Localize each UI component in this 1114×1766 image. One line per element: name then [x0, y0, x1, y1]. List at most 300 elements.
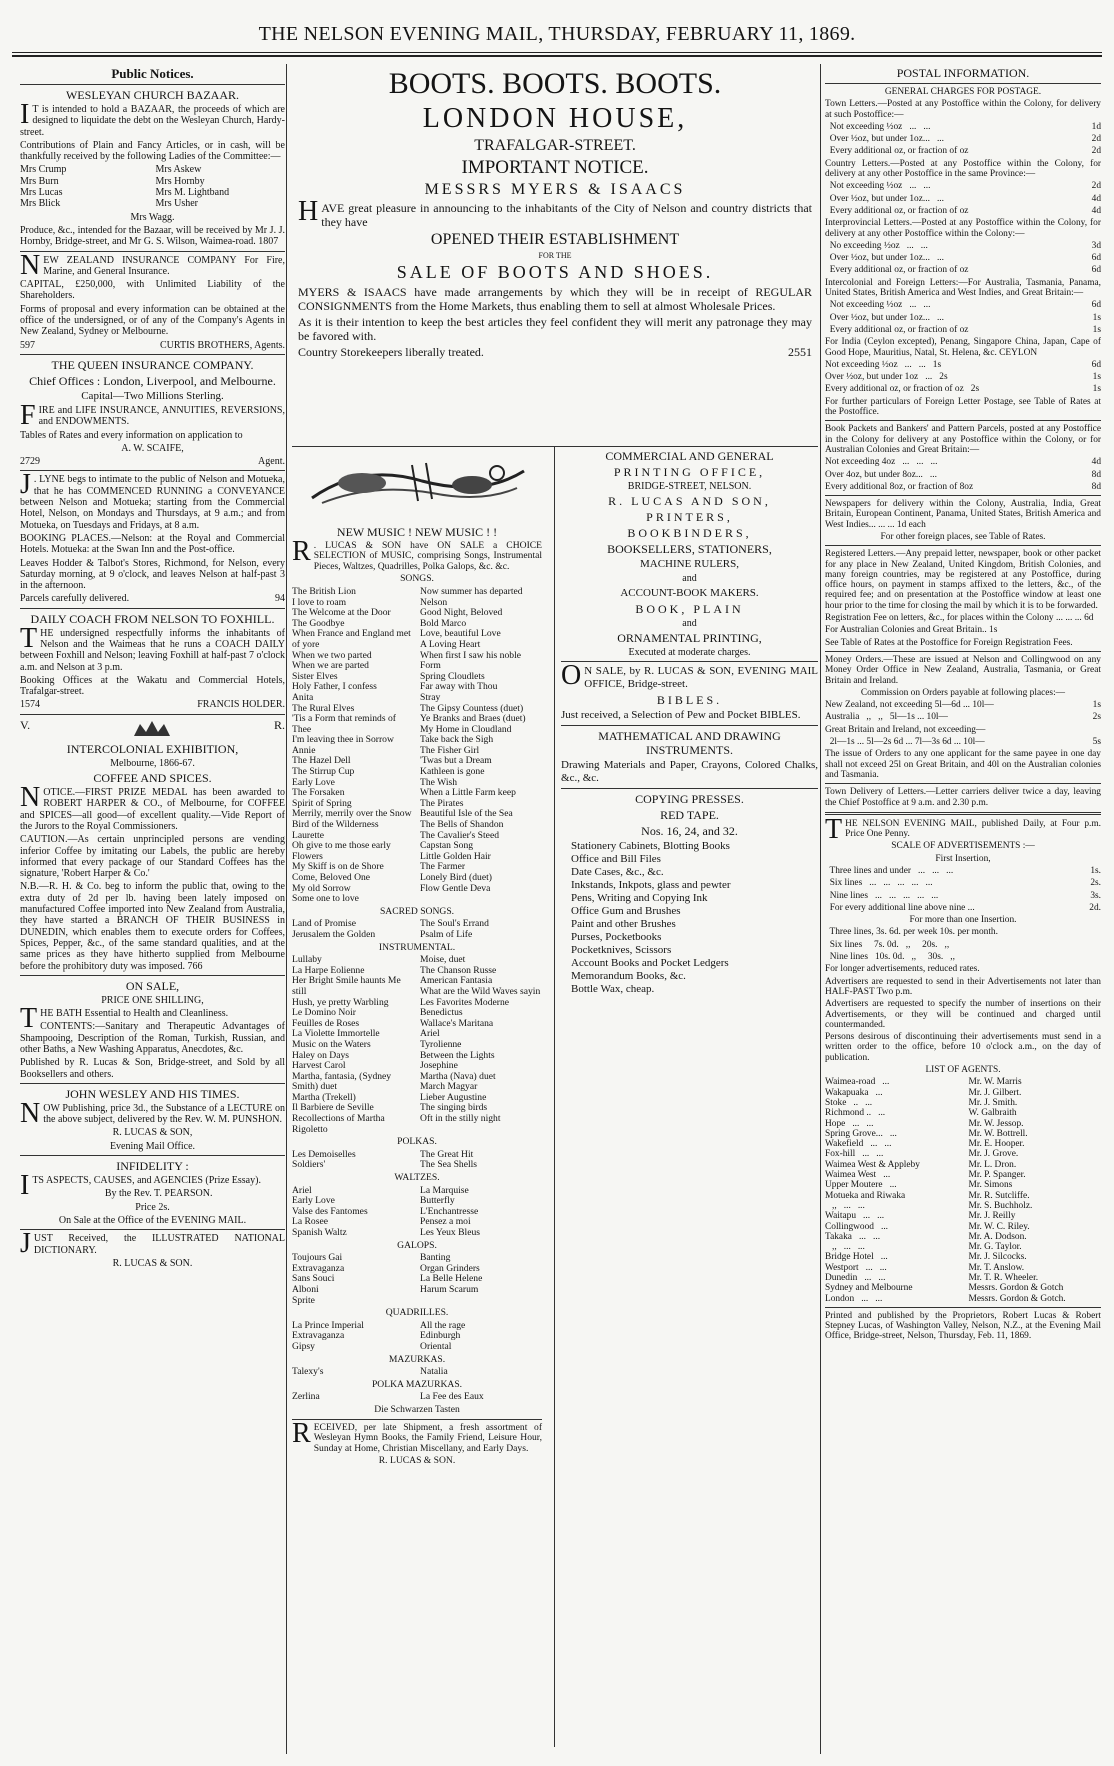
list-item: Inkstands, Inkpots, glass and pewter — [571, 879, 731, 892]
agent-name: Mr. A. Dodson. — [968, 1231, 1027, 1242]
paragraph — [20, 249, 285, 281]
agent-place: Bridge Hotel ... — [825, 1252, 888, 1263]
two-column-list — [292, 955, 542, 1135]
centered-line: ACCOUNT-BOOK MAKERS. — [620, 586, 759, 599]
left-right-line — [825, 927, 1101, 937]
centered-line: QUADRILLES. — [385, 1307, 449, 1319]
list-item: The Forsaken — [292, 787, 345, 799]
section-rule — [20, 975, 285, 976]
paragraph — [825, 424, 1101, 455]
drop-capital: T — [825, 813, 843, 845]
left-right-line — [825, 313, 1101, 323]
list-item: La Marquise — [420, 1184, 469, 1196]
line-right: 1s — [1092, 312, 1101, 323]
paragraph-text: CAPITAL, £250,000, with Unlimited Liability of the Shareholders. — [20, 279, 285, 302]
list-item: Office and Bill Files — [571, 853, 661, 866]
left-right-line — [825, 122, 1101, 132]
two-column-list — [292, 1186, 542, 1239]
centered-line: OPENED THEIR ESTABLISHMENT — [430, 231, 680, 248]
list-item: Organ Grinders — [420, 1262, 480, 1274]
list-item: Mrs Blick — [20, 198, 61, 210]
paragraph — [825, 625, 1101, 635]
agent-name: Messrs. Gordon & Gotch. — [968, 1293, 1066, 1304]
paragraph-text: HE NELSON EVENING MAIL, published Daily, at Four p.m. Price One Penny. — [845, 818, 1101, 840]
line-left: Three lines and under ... ... ... — [825, 866, 954, 876]
paragraph — [20, 140, 285, 163]
section-rule — [20, 1155, 285, 1156]
paragraph-text: OTICE.—FIRST PRIZE MEDAL has been awarded to ROBERT HARPER & CO., of Melbourne, for COFFEE and SPICES—all good—of excellent quality.—Vide Report of the Jurors to the Royal Commissioners. — [20, 787, 285, 832]
double-rule — [825, 812, 1101, 815]
centered-line: FOR THE — [538, 251, 572, 260]
list-item: Pensez a moi — [420, 1216, 471, 1228]
list-item: Harvest Carol — [292, 1060, 346, 1072]
list-item: Ariel — [292, 1184, 312, 1196]
centered-line: IMPORTANT NOTICE. — [461, 157, 649, 178]
agent-name: Mr. J. Grove. — [968, 1149, 1019, 1160]
paragraph-text: As it is their intention to keep the best articles they feel confident they will merit any patronage they may be favored with. — [298, 315, 812, 343]
paragraph — [20, 469, 285, 531]
list-item: Lonely Bird (duet) — [420, 872, 492, 883]
centered-line: Melbourne, 1866-67. — [110, 757, 195, 769]
list-item: Soldiers' — [292, 1159, 326, 1171]
left-right-line — [825, 253, 1101, 263]
list-item: Pens, Writing and Copying Ink — [571, 892, 708, 905]
paragraph — [292, 535, 543, 573]
drop-capital: T — [20, 1003, 38, 1035]
agent-name: W. Galbraith — [968, 1108, 1017, 1119]
line-right: 4d — [1091, 193, 1101, 204]
centered-line: JOHN WESLEY AND HIS TIMES. — [65, 1086, 240, 1101]
paragraph — [20, 834, 285, 879]
list-item: The Sea Shells — [420, 1159, 478, 1171]
paragraph — [825, 499, 1101, 530]
agent-place: Waimea West & Appleby — [825, 1159, 920, 1170]
centered-line: Evening Mail Office. — [109, 1140, 196, 1152]
paragraph-text: MYERS & ISAACS have made arrangements by which they will be in receipt of REGULAR CONSIGNMENTS from the Home Markets, thus enabling them to sell at almost Wholesale Prices. — [298, 285, 812, 313]
list-item: Take back the Sigh — [420, 734, 494, 746]
list-item: The British Lion — [292, 585, 356, 597]
centered-line: WESLEYAN CHURCH BAZAAR. — [65, 88, 239, 102]
paragraph — [561, 660, 818, 692]
line-right: R. — [273, 717, 285, 732]
paragraph — [20, 881, 285, 971]
paragraph — [825, 549, 1101, 611]
paragraph-text: For further particulars of Foreign Letter Postage, see Table of Rates at the Postoffice. — [825, 396, 1101, 418]
paragraph — [298, 315, 812, 343]
list-right — [420, 955, 542, 1135]
section-rule — [825, 420, 1101, 421]
masthead-rule — [12, 52, 1102, 53]
agent-name: Mr. W. Bottrell. — [968, 1128, 1028, 1139]
list-item: The Goodbye — [292, 617, 345, 629]
centered-line: COFFEE AND SPICES. — [93, 771, 212, 786]
paragraph — [561, 709, 818, 722]
centered-line: COPYING PRESSES. — [635, 792, 744, 807]
list-left — [292, 1150, 414, 1171]
list-item: Mrs Burn — [20, 175, 59, 187]
list-item: Beautiful Isle of the Sea — [420, 808, 513, 820]
list-item: Sister Elves — [292, 670, 338, 682]
column-postal — [825, 64, 1101, 1754]
list-item: Hush, ye pretty Warbling — [292, 996, 389, 1008]
list-item: Oh give to me those early Flowers — [292, 840, 391, 862]
centered-line: A. W. SCAIFE, — [121, 442, 184, 454]
list-item: Oriental — [420, 1340, 452, 1352]
centered-line: MAZURKAS. — [388, 1353, 446, 1365]
line-right: 4d — [1091, 457, 1101, 468]
centered-line: BOOTS. BOOTS. BOOTS. — [388, 67, 722, 100]
centered-line: GALOPS. — [397, 1239, 437, 1251]
line-left: Over ½oz, but under 1oz ... 2s — [825, 372, 948, 383]
line-right: 6d — [1091, 300, 1101, 311]
paragraph-text: N SALE, by R. LUCAS & SON, EVENING MAIL OFFICE, Bridge-street. — [584, 665, 818, 691]
paragraph-text: Forms of proposal and every information can be obtained at the office of the undersigned, or of any of the Company's Agents in New Zealand, Sydney or Melbourne. — [20, 303, 285, 338]
list-item: The Great Hit — [420, 1148, 474, 1160]
two-column-list — [292, 1253, 542, 1306]
paragraph-text: Intercolonial and Foreign Letters:—For Australia, Tasmania, Panama, United States, British America and West Indies, and Great Britain:— — [825, 277, 1101, 299]
centered-line: MATHEMATICAL AND DRAWING INSTRUMENTS. — [598, 729, 781, 758]
paragraph-text: HE BATH Essential to Health and Cleanliness. — [40, 1008, 229, 1020]
centered-line: Chief Offices : London, Liverpool, and Melbourne. — [29, 373, 276, 388]
list-item: Feuilles de Roses — [292, 1017, 360, 1029]
line-right: 2d — [1091, 146, 1101, 157]
centered-line: POLKA MAZURKAS. — [371, 1378, 463, 1390]
centered-line: BOOKBINDERS, — [627, 526, 752, 541]
centered-line: For more than one Insertion. — [909, 915, 1017, 926]
line-right: 2d. — [1089, 902, 1101, 913]
list-item: Jerusalem the Golden — [292, 928, 376, 940]
list-item: Moise, duet — [420, 954, 466, 966]
section-rule — [20, 1229, 285, 1230]
list-item: I love to roam — [292, 596, 347, 608]
left-right-line — [825, 891, 1101, 901]
paragraph — [825, 725, 1101, 735]
list-item: The Pirates — [420, 797, 464, 809]
line-right: 6d — [1091, 265, 1101, 276]
list-item: Toujours Gai — [292, 1252, 343, 1264]
two-column-list — [292, 1150, 542, 1171]
centered-line: POSTAL INFORMATION. — [896, 66, 1030, 80]
left-right-line — [825, 878, 1101, 888]
paragraph-text: T is intended to hold a BAZAAR, the proceeds of which are designed to liquidate the debt on the Wesleyan Church, Hardy-street. — [20, 104, 285, 138]
agent-place: Wakefield ... ... — [825, 1139, 892, 1150]
centered-line: RED TAPE. — [660, 808, 719, 823]
list-item: Martha, fantasia, (Sydney Smith) duet — [292, 1070, 392, 1093]
left-right-line — [825, 181, 1101, 191]
list-item: Rigoletto — [292, 1123, 328, 1135]
list-left — [292, 1392, 414, 1403]
list-item: Now summer has departed — [420, 585, 523, 597]
section-rule — [20, 354, 285, 355]
list-item: Josephine — [420, 1060, 458, 1072]
list-item: Come, Beloved One — [292, 872, 371, 883]
agent-name: Mr. T. R. Wheeler. — [968, 1272, 1039, 1283]
two-column-list — [292, 1321, 542, 1353]
paragraph — [20, 225, 285, 248]
drop-capital: I — [20, 1170, 30, 1202]
paragraph — [292, 1417, 543, 1455]
paragraph-text: Persons desirous of discontinuing their advertisements must send in a written order to the office, before 10 o'clock a.m., on the day of publication. — [825, 1032, 1101, 1063]
section-rule — [20, 251, 285, 252]
drop-capital: N — [20, 782, 41, 814]
list-item: Between the Lights — [420, 1049, 495, 1061]
line-left: Parcels carefully delivered. — [20, 593, 130, 605]
centered-line: PRICE ONE SHILLING, — [101, 994, 204, 1006]
list-item: Early Love — [292, 776, 335, 788]
two-column-list — [292, 1367, 542, 1378]
list-item: Ariel — [420, 1028, 440, 1040]
paragraph — [20, 1003, 285, 1035]
list-item: Love, beautiful Love — [420, 628, 501, 640]
list-item: Les Demoiselles — [292, 1148, 356, 1160]
list-item: Extravaganza — [292, 1262, 345, 1274]
paragraph-text: Published by R. Lucas & Son, Bridge-street, and Sold by all Booksellers and others. — [20, 1057, 285, 1080]
line-left: Every additional 8oz, or fraction of 8oz — [825, 481, 974, 492]
list-item: Flow Gentle Deva — [420, 882, 491, 894]
centered-line: LONDON HOUSE, — [422, 103, 688, 134]
paragraph-text: Produce, &c., intended for the Bazaar, will be received by Mr J. J. Hornby, Bridge-street, and Mr G. S. Wilson, Waimea-road. 1807 — [20, 224, 285, 248]
agent-name: Mr. S. Buchholz. — [968, 1200, 1033, 1211]
paragraph — [20, 399, 285, 431]
line-left: Over ½oz, but under 1oz... ... — [825, 134, 944, 145]
two-column-list — [292, 587, 542, 905]
line-left: Nine lines 10s. 0d. ,, 30s. ,, — [825, 952, 955, 963]
list-item: Music on the Waters — [292, 1038, 371, 1050]
paragraph-text: Town Delivery of Letters.—Letter carriers deliver twice a day, leaving the Chief Postoffice at 9 a.m. and 2.30 p.m. — [825, 787, 1101, 808]
list-right — [420, 1392, 542, 1403]
line-right: 2s — [1092, 712, 1101, 723]
agent-name: Mr. W. C. Riley. — [968, 1221, 1030, 1232]
centered-line: SALE OF BOOTS AND SHOES. — [396, 262, 714, 282]
centered-line: LIST OF AGENTS. — [925, 1065, 1001, 1076]
list-item: Date Cases, &c., &c. — [571, 866, 664, 879]
paragraph — [825, 218, 1101, 239]
list-item: All the rage — [420, 1319, 466, 1331]
drop-capital: T — [20, 622, 38, 654]
drop-capital: N — [20, 249, 41, 281]
list-left — [292, 1253, 414, 1306]
line-right: 6d — [1091, 359, 1101, 370]
list-item: Wallace's Maritana — [420, 1017, 494, 1029]
paragraph — [825, 159, 1101, 180]
section-rule — [561, 788, 818, 789]
list-item: Holy Father, I confess — [292, 681, 377, 693]
paragraph-text: BOOKING PLACES.—Nelson: at the Royal and Commercial Hotels. Motueka: at the Swan Inn and the Post-office. — [20, 532, 285, 556]
line-left: Country Storekeepers liberally treated. — [298, 345, 484, 359]
paragraph — [20, 430, 285, 441]
list-item: My Home in Cloudland — [420, 723, 512, 735]
agent-name: Mr. J. Silcocks. — [968, 1252, 1027, 1263]
line-left: Three lines, 3s. 6d. per week 10s. per month. — [825, 927, 998, 938]
line-right: 5s — [1092, 737, 1101, 748]
line-right: 2s. — [1090, 878, 1101, 889]
drop-capital: R — [292, 1417, 311, 1449]
list-item: Mrs Askew — [155, 164, 202, 176]
centered-line: ORNAMENTAL PRINTING, — [617, 630, 762, 645]
left-right-line — [825, 134, 1101, 144]
paragraph — [20, 1021, 285, 1055]
centered-line: BOOKSELLERS, STATIONERS, — [607, 542, 772, 557]
list-item: When France and England met of yore — [292, 628, 411, 650]
list-right — [156, 164, 286, 209]
list-item: Il Barbiere de Seville — [292, 1102, 374, 1114]
line-right: 3d — [1091, 240, 1101, 251]
paragraph-text: Contributions of Plain and Fancy Articles, or in cash, will be thankfully received by the following Ladies of the Committee:— — [20, 139, 285, 163]
centered-line: SCALE OF ADVERTISEMENTS :— — [891, 841, 1035, 852]
royal-crest-icon — [130, 718, 174, 740]
agent-place: Waimea-road ... — [825, 1077, 890, 1088]
line-right: 2551 — [788, 345, 812, 359]
list-item: Le Domino Noir — [292, 1007, 356, 1019]
list-item: Mrs M. Lightband — [155, 187, 230, 199]
paragraph-text: Town Letters.—Posted at any Postoffice within the Colony, for delivery at such Postoffice:— — [825, 99, 1101, 120]
list-item: Far away with Thou — [420, 681, 498, 693]
list-item: The Farmer — [420, 861, 466, 873]
paragraph-text: Leaves Hodder & Talbot's Stores, Richmond, for Nelson, every Saturday morning, at 9 o'clock, and leaves Nelson at half-past 3 in the afternoon. — [20, 557, 285, 592]
paragraph-text: IRE and LIFE INSURANCE, ANNUITIES, REVERSIONS, and ENDOWMENTS. — [38, 404, 285, 428]
paragraph — [825, 787, 1101, 808]
line-left: Over 4oz, but under 8oz... ... — [825, 469, 937, 480]
line-right: 1s — [1092, 324, 1101, 335]
paragraph-text: Advertisers are requested to send in their Advertisements not later than HALF-PAST Two p.m. — [825, 976, 1101, 997]
list-right — [420, 1321, 542, 1353]
centered-line: WALTZES. — [394, 1172, 440, 1184]
line-left: Not exceeding ½oz ... ... 1s — [825, 359, 942, 370]
agent-name: Mr. L. Dron. — [968, 1159, 1017, 1170]
line-left: Not exceeding ½oz ... ... — [825, 300, 931, 311]
agent-name: Mr. J. Reilly — [968, 1211, 1016, 1222]
section-rule — [20, 714, 285, 715]
line-left: Every additional oz, or fraction of oz — [825, 265, 969, 276]
line-right: 1s. — [1090, 866, 1101, 876]
paragraph — [825, 655, 1101, 686]
centered-line: R. LUCAS AND SON, — [608, 494, 771, 509]
list-item: Haley on Days — [292, 1049, 350, 1061]
list-right — [420, 587, 542, 905]
list-item: 'Twas but a Dream — [420, 755, 492, 767]
centered-line: Die Schwarzen Tasten — [374, 1403, 460, 1415]
line-left: V. — [20, 717, 31, 732]
agent-place: Richmond .. ... — [825, 1108, 886, 1119]
list-item: Butterfly — [420, 1195, 455, 1207]
paragraph-text: Country Letters.—Posted at any Postoffice within the Colony, for delivery at any other Postoffice in the same Province:— — [825, 158, 1101, 180]
line-left: Not exceeding 4oz ... ... ... — [825, 457, 938, 468]
list-item: Bottle Wax, cheap. — [571, 983, 655, 996]
paragraph — [825, 613, 1101, 623]
paragraph — [825, 999, 1101, 1030]
paragraph-text: See Table of Rates at the Postoffice for Foreign Registration Fees. — [825, 637, 1073, 648]
agent-place: Waitapu ... ... — [825, 1211, 885, 1222]
list-item: Martha (Trekell) — [292, 1091, 356, 1103]
list-left — [292, 1321, 414, 1353]
paragraph-text: Printed and published by the Proprietors, Robert Lucas & Robert Stepney Lucas, of Washington Valley, Nelson, N.Z., at the Evening Mail Office, Bridge-street, Nelson, Thursday, Feb. 11, 1869. — [825, 1310, 1101, 1342]
list-item: Little Golden Hair — [420, 850, 491, 862]
list-item: Valse des Fantomes — [292, 1205, 368, 1217]
paragraph-text: AVE great pleasure in announcing to the inhabitants of the City of Nelson and country districts that they have — [321, 201, 812, 229]
list-item: Edinburgh — [420, 1330, 461, 1342]
left-right-line — [825, 300, 1101, 310]
list-left — [292, 587, 414, 905]
paragraph-text: Book Packets and Bankers' and Pattern Parcels, posted at any Postoffice in the Colony for delivery at any Postoffice within the Colony, or for Australian Colonies and Great Britain:— — [825, 424, 1101, 455]
agent-place: ,, ... ... — [825, 1242, 865, 1253]
list-item: When first I saw his noble Form — [420, 649, 521, 672]
agent-place: ,, ... ... — [825, 1200, 865, 1211]
centered-line: BIBLES. — [656, 693, 723, 708]
drop-capital: I — [20, 99, 30, 130]
list-item: Martha (Nava) duet — [420, 1070, 496, 1082]
list-item: Paint and other Brushes — [571, 918, 676, 931]
list-right — [420, 1150, 542, 1171]
list-item: Memorandum Books, &c. — [571, 970, 686, 983]
paragraph — [20, 1057, 285, 1080]
list-item: Some one to love — [292, 893, 359, 905]
left-right-line — [825, 700, 1101, 710]
music-instruments-engraving-icon — [302, 453, 532, 513]
list-item: Early Love — [292, 1195, 335, 1207]
list-item: Nelson — [420, 596, 448, 608]
agent-place: Collingwood ... — [825, 1221, 889, 1232]
line-left: Australia ,, ,, 5l—1s ... 10l— — [825, 712, 948, 723]
left-right-line — [825, 470, 1101, 480]
list-item: Anita — [292, 691, 314, 703]
list-item: Harum Scarum — [420, 1283, 479, 1295]
centered-line: Price 2s. — [135, 1201, 170, 1213]
list-right — [420, 919, 542, 940]
list-item: Recollections of Martha — [292, 1113, 385, 1125]
paragraph — [825, 278, 1101, 299]
section-rule — [20, 84, 285, 85]
list-item: La Violette Immortelle — [292, 1028, 380, 1040]
list-item: La Rosee — [292, 1216, 328, 1228]
agent-place: Upper Moutere ... — [825, 1180, 897, 1191]
line-right: 2d — [1091, 181, 1101, 192]
agent-name: Mr. W. Marris — [968, 1077, 1022, 1088]
list-item: Capstan Song — [420, 840, 474, 852]
left-right-line — [825, 265, 1101, 275]
printing-advert — [561, 447, 818, 1747]
masthead-rule-double — [12, 55, 1102, 57]
list-item: Tyrolienne — [420, 1038, 462, 1050]
paragraph-text: For longer advertisements, reduced rates. — [825, 964, 980, 975]
two-column-list — [292, 919, 542, 940]
centered-line: PRINTERS, — [646, 510, 733, 525]
list-item: Zerlina — [292, 1391, 320, 1403]
paragraph-text: Great Britain and Ireland, not exceeding— — [825, 724, 986, 735]
left-right-line — [825, 952, 1101, 962]
centered-line: Executed at moderate charges. — [628, 646, 751, 658]
list-item: Bird of the Wilderness — [292, 819, 379, 831]
line-left: No exceeding ½oz ... ... — [825, 240, 928, 251]
centered-line: MESSRS MYERS & ISAACS — [424, 181, 686, 198]
list-item: Talexy's — [292, 1366, 324, 1378]
list-item: Benedictus — [420, 1007, 463, 1019]
two-column-list — [292, 1392, 542, 1403]
list-left — [292, 919, 414, 940]
list-item: Gipsy — [292, 1340, 315, 1352]
list-item: La Belle Helene — [420, 1273, 483, 1285]
left-right-line — [825, 360, 1101, 370]
section-rule — [825, 783, 1101, 784]
paragraph-text: Registration Fee on letters, &c., for places within the Colony ... ... ... 6d — [825, 613, 1094, 624]
paragraph — [825, 813, 1101, 845]
left-right-line — [20, 456, 285, 467]
list-item: Spring Cloudlets — [420, 670, 485, 682]
left-right-line — [825, 482, 1101, 492]
list-item: The Wish — [420, 776, 458, 788]
paragraph — [825, 977, 1101, 998]
centered-line: R. LUCAS & SON, — [112, 1127, 193, 1139]
paragraph-text: Newspapers for delivery within the Colony, Australia, India, Great Britain, European Continent, Panama, United States, British America and West Indies... ... ... 1d each — [825, 499, 1101, 530]
